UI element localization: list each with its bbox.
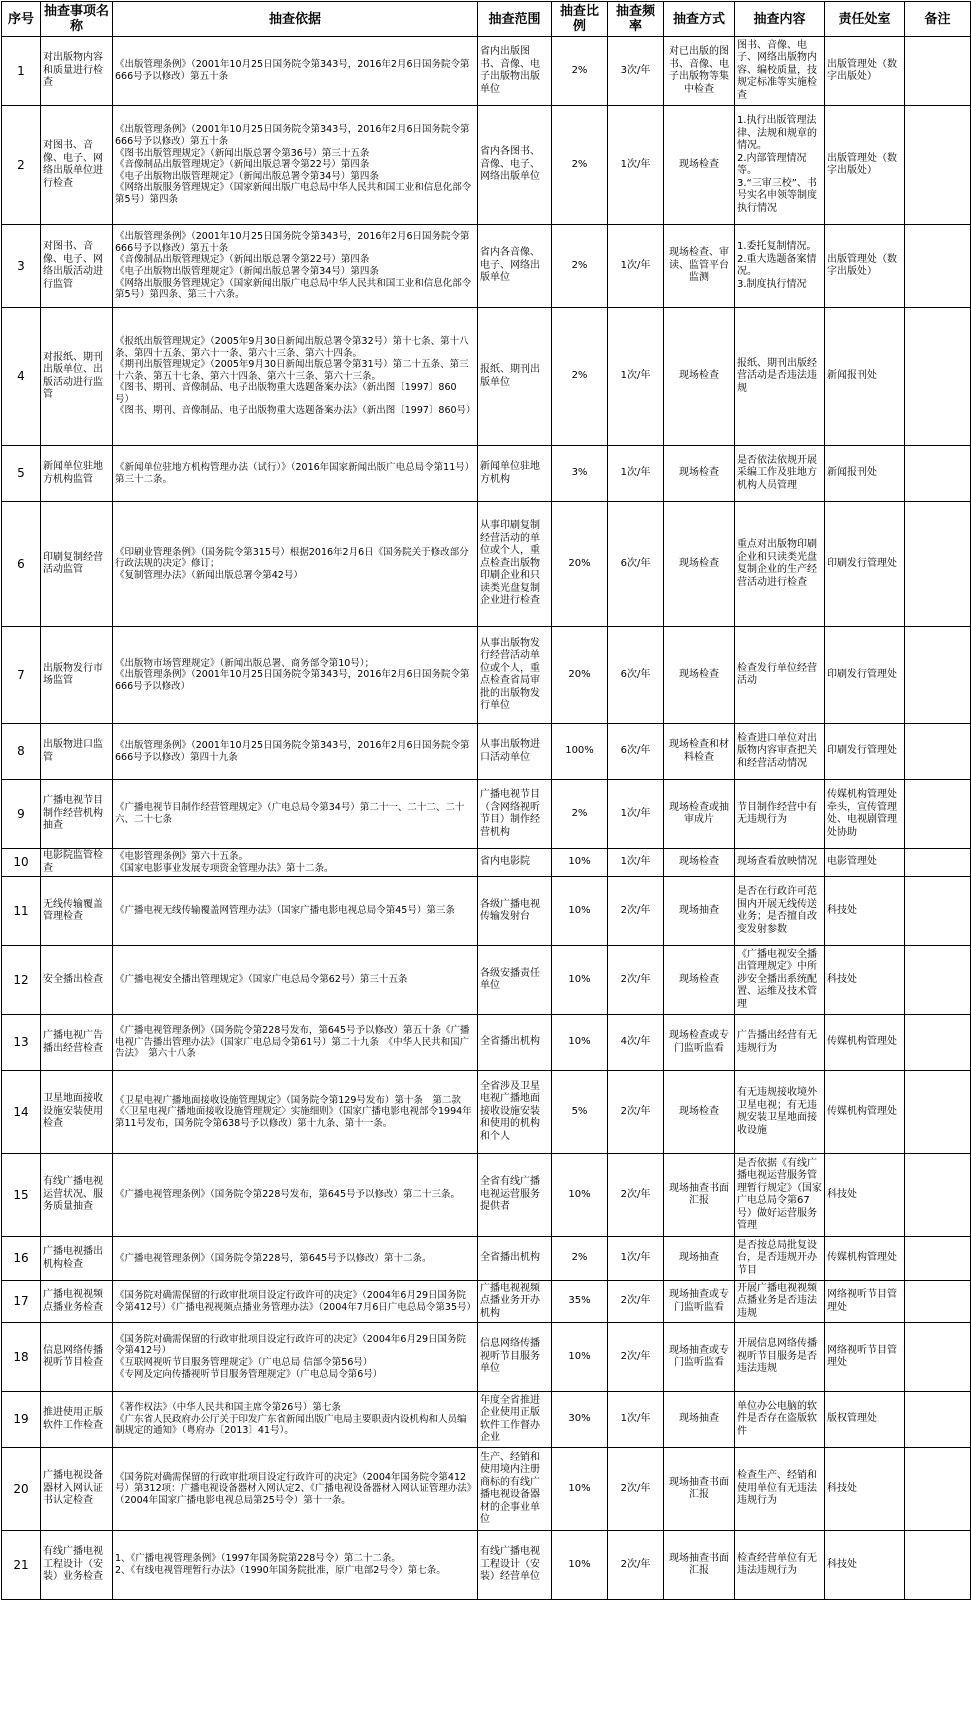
row-remarks [905,849,971,877]
row-content: 现场查看放映情况 [735,849,825,877]
row-content: 检查发行单位经营活动 [735,627,825,724]
row-content: 是否依法依规开展采编工作及驻地方机构人员管理 [735,446,825,502]
row-no: 15 [2,1154,41,1237]
row-remarks [905,946,971,1015]
row-scope: 全省播出机构 [478,1015,552,1071]
row-no: 8 [2,724,41,780]
table-row [2,877,971,946]
row-frequency: 2次/年 [608,1154,664,1237]
header-ratio: 抽查比例 [552,2,608,37]
row-method: 现场检查 [664,106,735,225]
row-method: 现场检查 [664,502,735,627]
row-item-name: 有线广播电视工程设计（安装）业务检查 [41,1531,113,1600]
row-scope: 从事出版物发行经营活动单位或个人，重点检查省局审批的出版物发行单位 [478,627,552,724]
row-basis: 1、《广播电视管理条例》（1997年国务院第228号令）第二十二条。 2、《有线电视管理暂行办法》（1990年国务院批准，原广电部2号令）第七条。 [113,1531,478,1600]
row-ratio: 35% [552,1281,608,1323]
row-remarks [905,877,971,946]
row-frequency: 1次/年 [608,446,664,502]
row-basis: 《电影管理条例》第六十五条。 《国家电影事业发展专项资金管理办法》第十二条。 [113,849,478,877]
row-scope: 省内电影院 [478,849,552,877]
row-department: 电影管理处 [825,849,905,877]
table-row [2,1281,971,1323]
row-content: 是否在行政许可范围内开展无线传送业务；是否擅自改变发射参数 [735,877,825,946]
row-no: 14 [2,1071,41,1154]
row-scope: 报纸、期刊出版单位 [478,308,552,446]
row-frequency: 3次/年 [608,37,664,106]
row-content: 是否依据《有线广播电视运营服务管理暂行规定》（国家广电总局令第67号）做好运营服务管理 [735,1154,825,1237]
row-basis: 《出版物市场管理规定》（新闻出版总署、商务部令第10号）； 《出版管理条例》（2001年10月25日国务院令第343号，2016年2月6日国务院令第666号予以修改） [113,627,478,724]
row-scope: 各级广播电视传输发射台 [478,877,552,946]
row-ratio: 10% [552,946,608,1015]
row-method: 现场检查或抽审成片 [664,780,735,849]
row-no: 1 [2,37,41,106]
row-department: 出版管理处（数字出版处） [825,106,905,225]
row-basis: 《广播电视管理条例》（国务院令第228号，第645号予以修改）第十二条。 [113,1237,478,1281]
table-row [2,724,971,780]
row-basis: 《出版管理条例》（2001年10月25日国务院令第343号，2016年2月6日国务院令第666号予以修改）第五十条 《音像制品出版管理规定》（新闻出版总署令第22号）第四条 《电子出版物出版管理规定》（新闻出版总署令第34号）第四条 《网络出版服务管理规定》（国家新闻出版广电总局中华人民共和国工业和信息化部令第5号）第四条、第三十六条。 [113,225,478,308]
row-method: 现场检查 [664,849,735,877]
row-department: 印刷发行管理处 [825,627,905,724]
row-department: 印刷发行管理处 [825,502,905,627]
row-no: 7 [2,627,41,724]
row-frequency: 2次/年 [608,1281,664,1323]
row-department: 出版管理处（数字出版处） [825,37,905,106]
row-remarks [905,1448,971,1531]
row-item-name: 电影院监管检查 [41,849,113,877]
row-no: 17 [2,1281,41,1323]
row-ratio: 20% [552,502,608,627]
table-row [2,946,971,1015]
row-ratio: 5% [552,1071,608,1154]
row-item-name: 无线传输覆盖管理检查 [41,877,113,946]
row-item-name: 广播电视设备器材入网认证书认定检查 [41,1448,113,1531]
row-scope: 全省有线广播电视运营服务提供者 [478,1154,552,1237]
header-no: 序号 [2,2,41,37]
row-basis: 《出版管理条例》（2001年10月25日国务院令第343号，2016年2月6日国务院令第666号予以修改）第四十九条 [113,724,478,780]
row-no: 16 [2,1237,41,1281]
row-department: 科技处 [825,1531,905,1600]
row-no: 2 [2,106,41,225]
table-row [2,308,971,446]
row-content: 1.委托复制情况。 2.重大选题备案情况。 3.制度执行情况 [735,225,825,308]
row-scope: 广播电视节目（含网络视听节目）制作经营机构 [478,780,552,849]
row-item-name: 对图书、音像、电子、网络出版单位进行检查 [41,106,113,225]
row-content: 节目制作经营中有无违规行为 [735,780,825,849]
row-basis: 《著作权法》（中华人民共和国主席令第26号）第七条 《广东省人民政府办公厅关于印发广东省新闻出版广电局主要职责内设机构和人员编制规定的通知》（粤府办〔2013〕41号）。 [113,1392,478,1448]
row-no: 5 [2,446,41,502]
row-frequency: 2次/年 [608,877,664,946]
row-item-name: 印刷复制经营活动监管 [41,502,113,627]
inspection-table [1,1,971,1600]
table-row [2,627,971,724]
table-row [2,1531,971,1600]
table-row [2,1323,971,1392]
row-ratio: 10% [552,1531,608,1600]
row-remarks [905,106,971,225]
row-scope: 全省涉及卫星电视广播地面接收设施安装和使用的机构和个人 [478,1071,552,1154]
row-frequency: 1次/年 [608,1392,664,1448]
row-department: 新闻报刊处 [825,446,905,502]
row-no: 18 [2,1323,41,1392]
row-item-name: 出版物进口监管 [41,724,113,780]
row-item-name: 新闻单位驻地方机构监管 [41,446,113,502]
table-row [2,1015,971,1071]
table-row [2,1392,971,1448]
row-basis: 《卫星电视广播地面接收设施管理规定》（国务院令第129号发布）第十条 第二款 《〈卫星电视广播地面接收设施管理规定〉实施细则》（国家广播电影电视部令1994年第11号发布，国务院令第638号予以修改）第十九条、第十一条。 [113,1071,478,1154]
row-method: 现场检查 [664,446,735,502]
row-method: 现场抽查书面汇报 [664,1448,735,1531]
table-row [2,1154,971,1237]
row-content: 检查生产、经销和使用单位有无违法违规行为 [735,1448,825,1531]
row-item-name: 广播电视节目制作经营机构抽查 [41,780,113,849]
row-ratio: 2% [552,225,608,308]
header-remarks: 备注 [905,2,971,37]
row-remarks [905,502,971,627]
row-remarks [905,225,971,308]
row-department: 新闻报刊处 [825,308,905,446]
row-remarks [905,1015,971,1071]
row-remarks [905,1392,971,1448]
row-scope: 新闻单位驻地方机构 [478,446,552,502]
row-basis: 《广播电视安全播出管理规定》（国家广电总局令第62号）第三十五条 [113,946,478,1015]
row-basis: 《广播电视节目制作经营管理规定》（广电总局令第34号）第二十一、二十二、二十六、二十七条 [113,780,478,849]
row-no: 13 [2,1015,41,1071]
table-row [2,849,971,877]
row-method: 现场检查 [664,627,735,724]
row-method: 现场抽查或专门监听监看 [664,1323,735,1392]
row-department: 科技处 [825,877,905,946]
row-basis: 《印刷业管理条例》（国务院令第315号）根据2016年2月6日《国务院关于修改部分行政法规的决定》修订； 《复制管理办法》（新闻出版总署令第42号） [113,502,478,627]
row-frequency: 2次/年 [608,1531,664,1600]
row-department: 网络视听节目管理处 [825,1323,905,1392]
row-remarks [905,446,971,502]
row-item-name: 信息网络传播视听节目检查 [41,1323,113,1392]
row-department: 科技处 [825,1154,905,1237]
row-item-name: 推进使用正版软件工作检查 [41,1392,113,1448]
row-ratio: 2% [552,106,608,225]
table-row [2,502,971,627]
row-content: 单位办公电脑的软件是否存在盗版软件 [735,1392,825,1448]
row-ratio: 3% [552,446,608,502]
row-item-name: 卫星地面接收设施安装使用检查 [41,1071,113,1154]
row-scope: 广播电视视频点播业务开办机构 [478,1281,552,1323]
row-ratio: 2% [552,308,608,446]
row-remarks [905,1237,971,1281]
header-frequency: 抽查频率 [608,2,664,37]
row-scope: 生产、经销和使用境内注册商标的有线广播电视设备器材的企事业单位 [478,1448,552,1531]
row-no: 6 [2,502,41,627]
row-department: 科技处 [825,946,905,1015]
row-department: 传媒机构管理处 [825,1237,905,1281]
row-content: 广告播出经营有无违规行为 [735,1015,825,1071]
row-frequency: 1次/年 [608,780,664,849]
table-row [2,780,971,849]
row-frequency: 2次/年 [608,1448,664,1531]
row-frequency: 6次/年 [608,502,664,627]
row-no: 11 [2,877,41,946]
row-no: 19 [2,1392,41,1448]
row-ratio: 10% [552,877,608,946]
row-ratio: 10% [552,1323,608,1392]
row-method: 现场检查或专门监听监看 [664,1015,735,1071]
row-department: 传媒机构管理处 [825,1071,905,1154]
table-row [2,1071,971,1154]
row-remarks [905,724,971,780]
row-ratio: 2% [552,37,608,106]
header-department: 责任处室 [825,2,905,37]
row-scope: 从事印刷复制经营活动的单位或个人，重点检查出版物印刷企业和只读类光盘复制企业进行检查 [478,502,552,627]
row-ratio: 2% [552,780,608,849]
row-frequency: 6次/年 [608,627,664,724]
table-row [2,1448,971,1531]
header-method: 抽查方式 [664,2,735,37]
row-ratio: 10% [552,1154,608,1237]
row-item-name: 安全播出检查 [41,946,113,1015]
row-basis: 《新闻单位驻地方机构管理办法（试行）》（2016年国家新闻出版广电总局令第11号）第三十二条。 [113,446,478,502]
table-row [2,37,971,106]
row-no: 12 [2,946,41,1015]
row-no: 10 [2,849,41,877]
table-row [2,106,971,225]
row-remarks [905,780,971,849]
row-content: 图书、音像、电子、网络出版物内容、编校质量，技规定标准等实施检查 [735,37,825,106]
row-remarks [905,1154,971,1237]
row-ratio: 2% [552,1237,608,1281]
row-method: 现场检查和材料检查 [664,724,735,780]
row-content: 重点对出版物印刷企业和只读类光盘复制企业的生产经营活动进行检查 [735,502,825,627]
row-method: 现场抽查 [664,1237,735,1281]
row-remarks [905,1071,971,1154]
row-ratio: 30% [552,1392,608,1448]
row-department: 网络视听节目管理处 [825,1281,905,1323]
row-content: 1.执行出版管理法律、法规和规章的情况。 2.内部管理情况等。 3.“三审三校”、书号实名申领等制度执行情况 [735,106,825,225]
row-frequency: 2次/年 [608,1323,664,1392]
row-ratio: 10% [552,849,608,877]
row-no: 21 [2,1531,41,1600]
row-scope: 省内各图书、音像、电子、网络出版单位 [478,106,552,225]
row-method: 现场检查 [664,1071,735,1154]
row-method: 现场抽查或专门监听监看 [664,1281,735,1323]
header-row [2,2,971,37]
row-frequency: 4次/年 [608,1015,664,1071]
row-ratio: 10% [552,1448,608,1531]
row-basis: 《广播电视管理条例》（国务院令第228号发布，第645号予以修改）第五十条《广播电视广告播出管理办法》（国家广电总局令第61号）第二十九条 《中华人民共和国广告法》 第六十八条 [113,1015,478,1071]
row-item-name: 广播电视视频点播业务检查 [41,1281,113,1323]
row-item-name: 有线广播电视运营状况、服务质量抽查 [41,1154,113,1237]
row-frequency: 2次/年 [608,1071,664,1154]
row-remarks [905,308,971,446]
row-frequency: 6次/年 [608,724,664,780]
row-method: 现场抽查 [664,877,735,946]
row-item-name: 对报纸、期刊出版单位、出版活动进行监管 [41,308,113,446]
header-scope: 抽查范围 [478,2,552,37]
table-body [2,37,971,1600]
row-item-name: 对出版物内容和质量进行检查 [41,37,113,106]
row-basis: 《国务院对确需保留的行政审批项目设定行政许可的决定》（2004年6月29日国务院令第412号）《广播电视视频点播业务管理办法》（2004年7月6日广电总局令第35号） [113,1281,478,1323]
row-method: 现场检查 [664,308,735,446]
row-department: 印刷发行管理处 [825,724,905,780]
row-scope: 年度全省推进企业使用正版软件工作督办企业 [478,1392,552,1448]
row-scope: 信息网络传播视听节目服务单位 [478,1323,552,1392]
row-frequency: 1次/年 [608,225,664,308]
row-department: 科技处 [825,1448,905,1531]
table-row [2,225,971,308]
row-frequency: 1次/年 [608,1237,664,1281]
row-basis: 《国务院对确需保留的行政审批项目设定行政许可的决定》（2004年国务院令第412号）第312项：广播电视设备器材入网认定2、《广播电视设备器材入网认证管理办法》（2004年国家广播电影电视总局第25号令）第十一条。 [113,1448,478,1531]
row-remarks [905,627,971,724]
row-basis: 《国务院对确需保留的行政审批项目设定行政许可的决定》（2004年6月29日国务院令第412号） 《互联网视听节目服务管理规定》（广电总局 信部令第56号） 《专网及定向传播视听节目服务管理规定》（广电总局令第6号） [113,1323,478,1392]
row-remarks [905,1323,971,1392]
row-content: 检查经营单位有无违法违规行为 [735,1531,825,1600]
row-content: 开展信息网络传播视听节目服务是否违法违规 [735,1323,825,1392]
row-no: 20 [2,1448,41,1531]
row-content: 检查进口单位对出版物内容审查把关和经营活动情况 [735,724,825,780]
row-item-name: 对图书、音像、电子、网络出版活动进行监管 [41,225,113,308]
row-frequency: 1次/年 [608,106,664,225]
row-method: 现场抽查 [664,1392,735,1448]
row-content: 《广播电视安全播出管理规定》中所涉安全播出系统配置、运维及技术管理 [735,946,825,1015]
row-remarks [905,37,971,106]
row-department: 出版管理处（数字出版处） [825,225,905,308]
row-ratio: 10% [552,1015,608,1071]
row-no: 9 [2,780,41,849]
row-basis: 《广播电视无线传输覆盖网管理办法》（国家广播电影电视总局令第45号）第三条 [113,877,478,946]
row-item-name: 出版物发行市场监管 [41,627,113,724]
row-scope: 省内各音像、电子、网络出版单位 [478,225,552,308]
row-scope: 省内出版图书、音像、电子出版物出版单位 [478,37,552,106]
row-no: 4 [2,308,41,446]
row-content: 是否按总局批复设台，是否违规开办节目 [735,1237,825,1281]
header-content: 抽查内容 [735,2,825,37]
header-basis: 抽查依据 [113,2,478,37]
row-frequency: 1次/年 [608,308,664,446]
row-content: 有无违规接收境外卫星电视；有无违规安装卫星地面接收设施 [735,1071,825,1154]
row-basis: 《广播电视管理条例》（国务院令第228号发布，第645号予以修改）第二十三条。 [113,1154,478,1237]
row-method: 现场检查、审读、监管平台监测 [664,225,735,308]
row-method: 对已出版的图书、音像、电子出版物等集中检查 [664,37,735,106]
row-remarks [905,1531,971,1600]
row-department: 传媒机构管理处 [825,1015,905,1071]
row-content: 报纸、期刊出版经营活动是否违法违规 [735,308,825,446]
row-frequency: 1次/年 [608,849,664,877]
row-item-name: 广播电视播出机构检查 [41,1237,113,1281]
row-basis: 《报纸出版管理规定》（2005年9月30日新闻出版总署令第32号）第十七条、第十八条、第四十五条、第六十一条、第六十三条、第六十四条。 《期刊出版管理规定》（2005年9月30日新闻出版总署令第31号）第二十五条、第三十六条、第五十七条、第六十四条、第六十三条、第六十三条。 《图书、期刊、音像制品、电子出版物重大选题备案办法》（新出图〔1997〕860号） 《图书、期刊、音像制品、电子出版物重大选题备案办法》（新出图〔1997〕860号） [113,308,478,446]
row-content: 开展广播电视视频点播业务是否违法违规 [735,1281,825,1323]
row-scope: 有线广播电视工程设计（安装）经营单位 [478,1531,552,1600]
row-ratio: 20% [552,627,608,724]
row-scope: 全省播出机构 [478,1237,552,1281]
row-basis: 《出版管理条例》（2001年10月25日国务院令第343号，2016年2月6日国务院令第666号予以修改）第五十条 [113,37,478,106]
row-department: 版权管理处 [825,1392,905,1448]
row-scope: 从事出版物进口活动单位 [478,724,552,780]
row-basis: 《出版管理条例》（2001年10月25日国务院令第343号，2016年2月6日国务院令第666号予以修改）第五十条 《图书出版管理规定》（新闻出版总署令第36号）第三十五条 《音像制品出版管理规定》（新闻出版总署令第22号）第四条 《电子出版物出版管理规定》（新闻出版总署令第34号）第四条 《网络出版服务管理规定》（国家新闻出版广电总局中华人民共和国工业和信息化部令第5号）第四条 [113,106,478,225]
row-scope: 各级安播责任单位 [478,946,552,1015]
row-item-name: 广播电视广告播出经营检查 [41,1015,113,1071]
table-row [2,1237,971,1281]
row-frequency: 2次/年 [608,946,664,1015]
row-no: 3 [2,225,41,308]
row-department: 传媒机构管理处牵头，宣传管理处、电视剧管理处协助 [825,780,905,849]
header-item-name: 抽查事项名称 [41,2,113,37]
row-method: 现场抽查书面汇报 [664,1531,735,1600]
row-ratio: 100% [552,724,608,780]
table-row [2,446,971,502]
row-method: 现场抽查书面汇报 [664,1154,735,1237]
row-method: 现场检查 [664,946,735,1015]
row-remarks [905,1281,971,1323]
